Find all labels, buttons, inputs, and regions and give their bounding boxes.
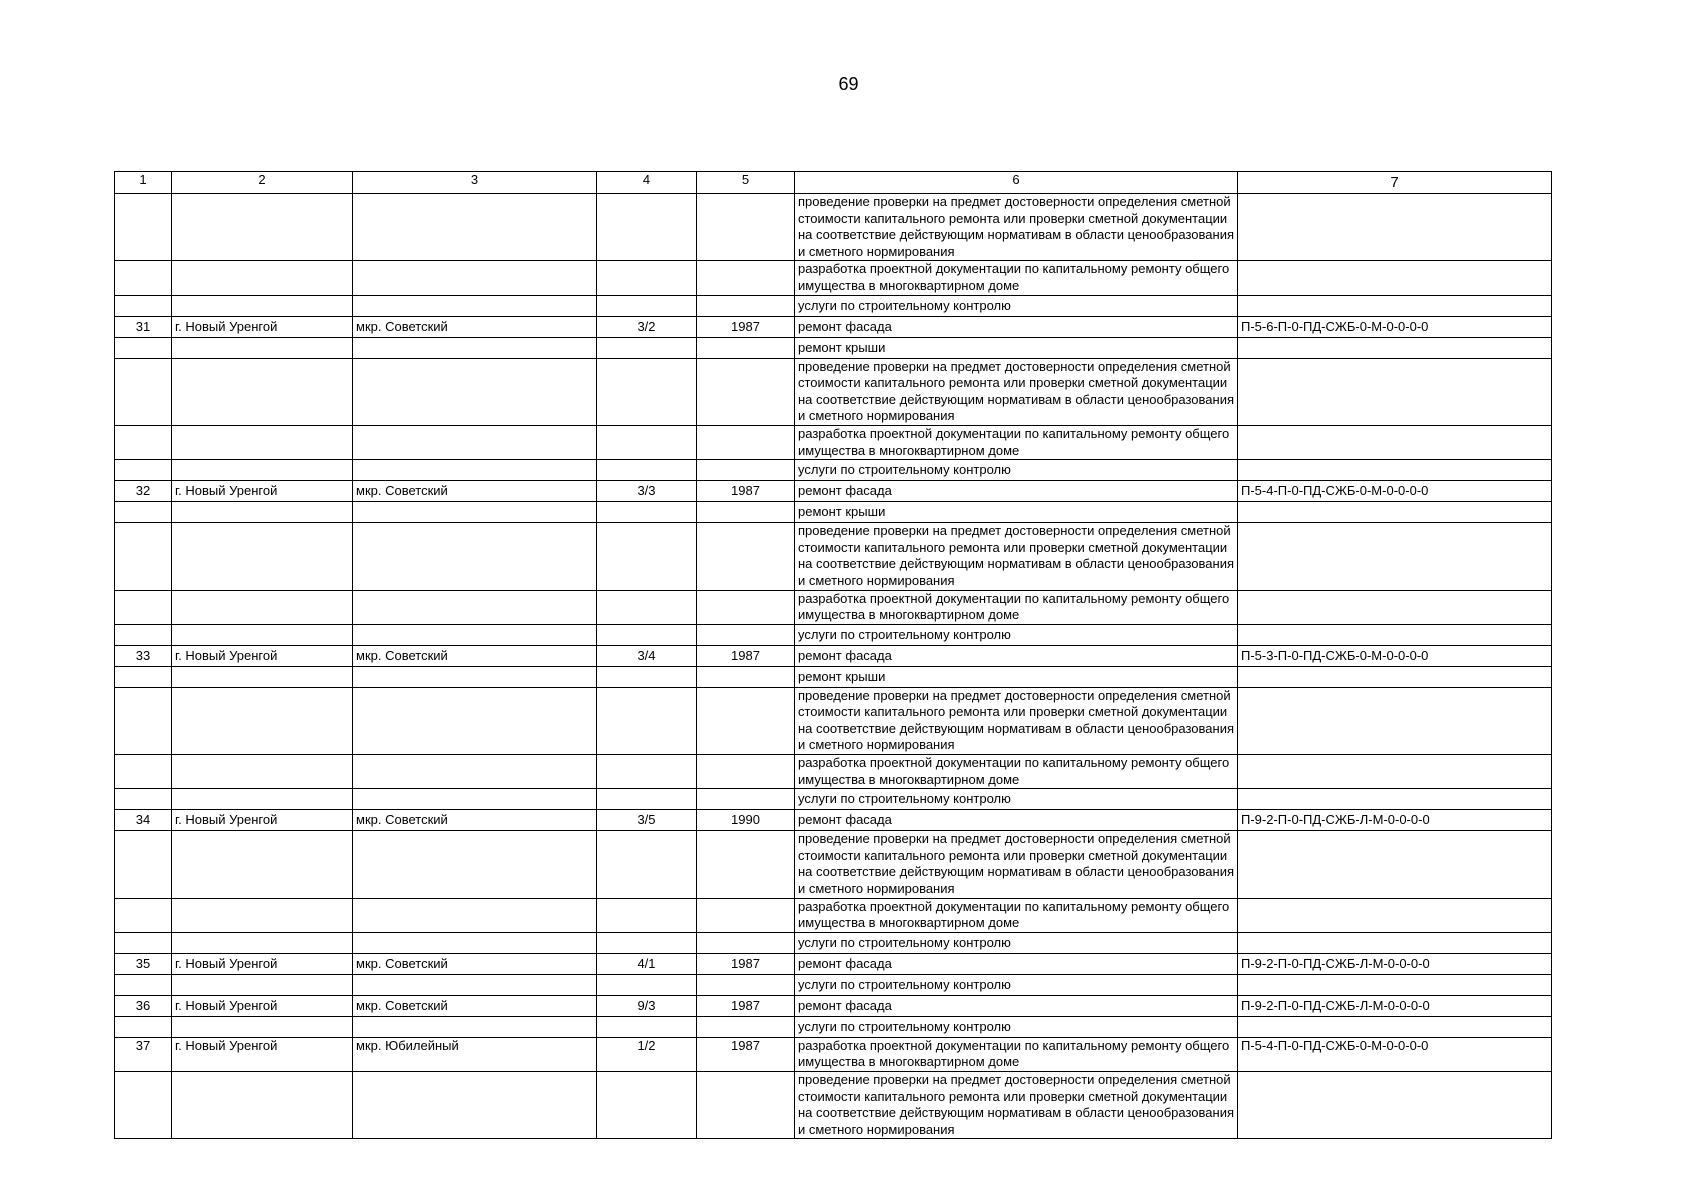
- city-cell: [172, 1072, 353, 1139]
- work-type-cell: ремонт фасада: [795, 481, 1238, 502]
- house-number-cell: [597, 337, 697, 358]
- house-number-cell: 4/1: [597, 953, 697, 974]
- build-year-cell: [697, 590, 795, 624]
- city-cell: [172, 295, 353, 316]
- work-type-cell: проведение проверки на предмет достоверности определения сметной стоимости капитального ремонта или проверки сметной документации на соответствие действующим нормативам в области ценообразования и сметного нормирования: [795, 523, 1238, 590]
- building-code-cell: [1238, 898, 1552, 932]
- build-year-cell: [697, 932, 795, 953]
- district-cell: мкр. Советский: [353, 995, 597, 1016]
- work-type-cell: услуги по строительному контролю: [795, 974, 1238, 995]
- table-row: [115, 194, 1552, 261]
- table-row: [115, 645, 1552, 666]
- city-cell: [172, 261, 353, 295]
- city-cell: [172, 460, 353, 481]
- work-type-cell: услуги по строительному контролю: [795, 460, 1238, 481]
- district-cell: мкр. Советский: [353, 810, 597, 831]
- row-number-cell: [115, 932, 172, 953]
- district-cell: [353, 974, 597, 995]
- row-number-cell: [115, 261, 172, 295]
- build-year-cell: 1987: [697, 645, 795, 666]
- city-cell: [172, 590, 353, 624]
- row-number-cell: [115, 755, 172, 789]
- house-number-cell: [597, 831, 697, 898]
- row-number-cell: [115, 1016, 172, 1037]
- house-number-cell: [597, 1072, 697, 1139]
- work-type-cell: ремонт фасада: [795, 953, 1238, 974]
- city-cell: [172, 523, 353, 590]
- building-code-cell: [1238, 261, 1552, 295]
- building-code-cell: [1238, 425, 1552, 459]
- table-row: [115, 295, 1552, 316]
- row-number-cell: [115, 425, 172, 459]
- work-type-cell: услуги по строительному контролю: [795, 295, 1238, 316]
- build-year-cell: [697, 425, 795, 459]
- row-number-cell: 37: [115, 1037, 172, 1071]
- work-type-cell: проведение проверки на предмет достоверности определения сметной стоимости капитального ремонта или проверки сметной документации на соответствие действующим нормативам в области ценообразования и сметного нормирования: [795, 194, 1238, 261]
- row-number-cell: [115, 789, 172, 810]
- building-code-cell: П-5-4-П-0-ПД-СЖБ-0-М-0-0-0-0: [1238, 481, 1552, 502]
- table-row: [115, 995, 1552, 1016]
- page-number: 69: [838, 74, 859, 94]
- district-cell: мкр. Советский: [353, 481, 597, 502]
- work-type-cell: разработка проектной документации по капитальному ремонту общего имущества в многоквартирном доме: [795, 261, 1238, 295]
- build-year-cell: [697, 974, 795, 995]
- row-number-cell: 31: [115, 316, 172, 337]
- house-number-cell: [597, 261, 697, 295]
- build-year-cell: 1990: [697, 810, 795, 831]
- district-cell: [353, 898, 597, 932]
- table-row: [115, 810, 1552, 831]
- house-number-cell: [597, 666, 697, 687]
- work-type-cell: ремонт крыши: [795, 502, 1238, 523]
- build-year-cell: [697, 687, 795, 754]
- house-number-cell: [597, 460, 697, 481]
- building-code-cell: П-9-2-П-0-ПД-СЖБ-Л-М-0-0-0-0: [1238, 995, 1552, 1016]
- district-cell: [353, 194, 597, 261]
- building-code-cell: [1238, 337, 1552, 358]
- row-number-cell: [115, 295, 172, 316]
- row-number-cell: [115, 460, 172, 481]
- building-code-cell: [1238, 932, 1552, 953]
- work-type-cell: разработка проектной документации по капитальному ремонту общего имущества в многоквартирном доме: [795, 1037, 1238, 1071]
- build-year-cell: [697, 831, 795, 898]
- table-row: [115, 789, 1552, 810]
- build-year-cell: 1987: [697, 953, 795, 974]
- work-type-cell: услуги по строительному контролю: [795, 624, 1238, 645]
- city-cell: [172, 337, 353, 358]
- row-number-cell: [115, 666, 172, 687]
- repair-schedule-table: [114, 171, 1552, 1139]
- city-cell: [172, 831, 353, 898]
- city-cell: [172, 687, 353, 754]
- district-cell: [353, 425, 597, 459]
- city-cell: г. Новый Уренгой: [172, 810, 353, 831]
- district-cell: [353, 831, 597, 898]
- city-cell: г. Новый Уренгой: [172, 645, 353, 666]
- header-cell: 6: [795, 172, 1238, 194]
- city-cell: [172, 932, 353, 953]
- district-cell: [353, 337, 597, 358]
- house-number-cell: 3/5: [597, 810, 697, 831]
- house-number-cell: [597, 898, 697, 932]
- table-row: [115, 755, 1552, 789]
- city-cell: г. Новый Уренгой: [172, 995, 353, 1016]
- work-type-cell: ремонт фасада: [795, 810, 1238, 831]
- building-code-cell: [1238, 755, 1552, 789]
- table-row: [115, 590, 1552, 624]
- work-type-cell: ремонт фасада: [795, 995, 1238, 1016]
- building-code-cell: [1238, 687, 1552, 754]
- table-row: [115, 1037, 1552, 1071]
- work-type-cell: разработка проектной документации по капитальному ремонту общего имущества в многоквартирном доме: [795, 425, 1238, 459]
- row-number-cell: 32: [115, 481, 172, 502]
- building-code-cell: [1238, 666, 1552, 687]
- house-number-cell: [597, 789, 697, 810]
- table-row: [115, 932, 1552, 953]
- row-number-cell: [115, 523, 172, 590]
- building-code-cell: П-5-3-П-0-ПД-СЖБ-0-М-0-0-0-0: [1238, 645, 1552, 666]
- build-year-cell: [697, 358, 795, 425]
- build-year-cell: [697, 523, 795, 590]
- row-number-cell: [115, 974, 172, 995]
- work-type-cell: проведение проверки на предмет достоверности определения сметной стоимости капитального ремонта или проверки сметной документации на соответствие действующим нормативам в области ценообразования и сметного нормирования: [795, 831, 1238, 898]
- district-cell: [353, 295, 597, 316]
- district-cell: [353, 1016, 597, 1037]
- district-cell: [353, 789, 597, 810]
- header-cell: 7: [1238, 172, 1552, 194]
- city-cell: [172, 666, 353, 687]
- building-code-cell: П-9-2-П-0-ПД-СЖБ-Л-М-0-0-0-0: [1238, 810, 1552, 831]
- city-cell: [172, 974, 353, 995]
- district-cell: [353, 932, 597, 953]
- city-cell: г. Новый Уренгой: [172, 481, 353, 502]
- district-cell: [353, 261, 597, 295]
- row-number-cell: [115, 590, 172, 624]
- row-number-cell: 35: [115, 953, 172, 974]
- house-number-cell: [597, 502, 697, 523]
- building-code-cell: [1238, 624, 1552, 645]
- work-type-cell: разработка проектной документации по капитальному ремонту общего имущества в многоквартирном доме: [795, 755, 1238, 789]
- build-year-cell: [697, 337, 795, 358]
- building-code-cell: [1238, 789, 1552, 810]
- building-code-cell: [1238, 974, 1552, 995]
- work-type-cell: проведение проверки на предмет достоверности определения сметной стоимости капитального ремонта или проверки сметной документации на соответствие действующим нормативам в области ценообразования и сметного нормирования: [795, 1072, 1238, 1139]
- city-cell: [172, 1016, 353, 1037]
- table-row: [115, 502, 1552, 523]
- build-year-cell: 1987: [697, 316, 795, 337]
- table-row: [115, 316, 1552, 337]
- district-cell: [353, 666, 597, 687]
- table-row: [115, 687, 1552, 754]
- header-cell: 2: [172, 172, 353, 194]
- row-number-cell: [115, 831, 172, 898]
- build-year-cell: [697, 666, 795, 687]
- city-cell: г. Новый Уренгой: [172, 316, 353, 337]
- work-type-cell: проведение проверки на предмет достоверности определения сметной стоимости капитального ремонта или проверки сметной документации на соответствие действующим нормативам в области ценообразования и сметного нормирования: [795, 358, 1238, 425]
- house-number-cell: [597, 932, 697, 953]
- row-number-cell: [115, 1072, 172, 1139]
- district-cell: [353, 523, 597, 590]
- city-cell: г. Новый Уренгой: [172, 953, 353, 974]
- build-year-cell: 1987: [697, 995, 795, 1016]
- header-cell: 5: [697, 172, 795, 194]
- work-type-cell: услуги по строительному контролю: [795, 932, 1238, 953]
- row-number-cell: 34: [115, 810, 172, 831]
- table-row: [115, 898, 1552, 932]
- build-year-cell: [697, 789, 795, 810]
- row-number-cell: [115, 337, 172, 358]
- house-number-cell: [597, 755, 697, 789]
- table-row: [115, 425, 1552, 459]
- house-number-cell: [597, 974, 697, 995]
- district-cell: мкр. Советский: [353, 645, 597, 666]
- district-cell: мкр. Советский: [353, 953, 597, 974]
- city-cell: г. Новый Уренгой: [172, 1037, 353, 1071]
- build-year-cell: [697, 1072, 795, 1139]
- building-code-cell: [1238, 1072, 1552, 1139]
- house-number-cell: [597, 590, 697, 624]
- table-row: [115, 831, 1552, 898]
- district-cell: [353, 358, 597, 425]
- building-code-cell: [1238, 460, 1552, 481]
- district-cell: [353, 460, 597, 481]
- work-type-cell: разработка проектной документации по капитальному ремонту общего имущества в многоквартирном доме: [795, 590, 1238, 624]
- work-type-cell: ремонт фасада: [795, 316, 1238, 337]
- work-type-cell: услуги по строительному контролю: [795, 1016, 1238, 1037]
- row-number-cell: 33: [115, 645, 172, 666]
- house-number-cell: [597, 1016, 697, 1037]
- district-cell: [353, 624, 597, 645]
- work-type-cell: разработка проектной документации по капитальному ремонту общего имущества в многоквартирном доме: [795, 898, 1238, 932]
- house-number-cell: [597, 425, 697, 459]
- city-cell: [172, 624, 353, 645]
- building-code-cell: [1238, 295, 1552, 316]
- building-code-cell: П-5-4-П-0-ПД-СЖБ-0-М-0-0-0-0: [1238, 1037, 1552, 1071]
- house-number-cell: [597, 523, 697, 590]
- build-year-cell: [697, 261, 795, 295]
- city-cell: [172, 898, 353, 932]
- house-number-cell: [597, 624, 697, 645]
- building-code-cell: П-9-2-П-0-ПД-СЖБ-Л-М-0-0-0-0: [1238, 953, 1552, 974]
- header-cell: 4: [597, 172, 697, 194]
- district-cell: [353, 755, 597, 789]
- row-number-cell: [115, 194, 172, 261]
- district-cell: мкр. Юбилейный: [353, 1037, 597, 1071]
- header-row: [115, 172, 1552, 194]
- house-number-cell: [597, 687, 697, 754]
- table-row: [115, 1016, 1552, 1037]
- table-row: [115, 1072, 1552, 1139]
- work-type-cell: услуги по строительному контролю: [795, 789, 1238, 810]
- table-row: [115, 358, 1552, 425]
- building-code-cell: [1238, 590, 1552, 624]
- table-row: [115, 481, 1552, 502]
- header-cell: 1: [115, 172, 172, 194]
- work-type-cell: ремонт крыши: [795, 666, 1238, 687]
- district-cell: мкр. Советский: [353, 316, 597, 337]
- table-row: [115, 666, 1552, 687]
- header-cell: 3: [353, 172, 597, 194]
- building-code-cell: П-5-6-П-0-ПД-СЖБ-0-М-0-0-0-0: [1238, 316, 1552, 337]
- build-year-cell: [697, 898, 795, 932]
- work-type-cell: ремонт фасада: [795, 645, 1238, 666]
- build-year-cell: [697, 1016, 795, 1037]
- table-row: [115, 261, 1552, 295]
- work-type-cell: ремонт крыши: [795, 337, 1238, 358]
- building-code-cell: [1238, 1016, 1552, 1037]
- city-cell: [172, 425, 353, 459]
- row-number-cell: [115, 502, 172, 523]
- city-cell: [172, 755, 353, 789]
- district-cell: [353, 590, 597, 624]
- district-cell: [353, 502, 597, 523]
- build-year-cell: [697, 755, 795, 789]
- row-number-cell: [115, 358, 172, 425]
- work-type-cell: проведение проверки на предмет достоверности определения сметной стоимости капитального ремонта или проверки сметной документации на соответствие действующим нормативам в области ценообразования и сметного нормирования: [795, 687, 1238, 754]
- city-cell: [172, 194, 353, 261]
- district-cell: [353, 1072, 597, 1139]
- house-number-cell: 9/3: [597, 995, 697, 1016]
- house-number-cell: 1/2: [597, 1037, 697, 1071]
- city-cell: [172, 502, 353, 523]
- row-number-cell: [115, 687, 172, 754]
- house-number-cell: [597, 194, 697, 261]
- table-row: [115, 974, 1552, 995]
- row-number-cell: [115, 898, 172, 932]
- house-number-cell: 3/4: [597, 645, 697, 666]
- house-number-cell: [597, 358, 697, 425]
- build-year-cell: 1987: [697, 1037, 795, 1071]
- build-year-cell: [697, 502, 795, 523]
- build-year-cell: [697, 194, 795, 261]
- row-number-cell: 36: [115, 995, 172, 1016]
- building-code-cell: [1238, 523, 1552, 590]
- building-code-cell: [1238, 194, 1552, 261]
- house-number-cell: [597, 295, 697, 316]
- table-row: [115, 953, 1552, 974]
- table-row: [115, 624, 1552, 645]
- building-code-cell: [1238, 502, 1552, 523]
- city-cell: [172, 789, 353, 810]
- build-year-cell: [697, 460, 795, 481]
- table-row: [115, 337, 1552, 358]
- city-cell: [172, 358, 353, 425]
- build-year-cell: [697, 624, 795, 645]
- house-number-cell: 3/3: [597, 481, 697, 502]
- table-row: [115, 460, 1552, 481]
- build-year-cell: 1987: [697, 481, 795, 502]
- table-row: [115, 523, 1552, 590]
- building-code-cell: [1238, 358, 1552, 425]
- building-code-cell: [1238, 831, 1552, 898]
- row-number-cell: [115, 624, 172, 645]
- build-year-cell: [697, 295, 795, 316]
- house-number-cell: 3/2: [597, 316, 697, 337]
- district-cell: [353, 687, 597, 754]
